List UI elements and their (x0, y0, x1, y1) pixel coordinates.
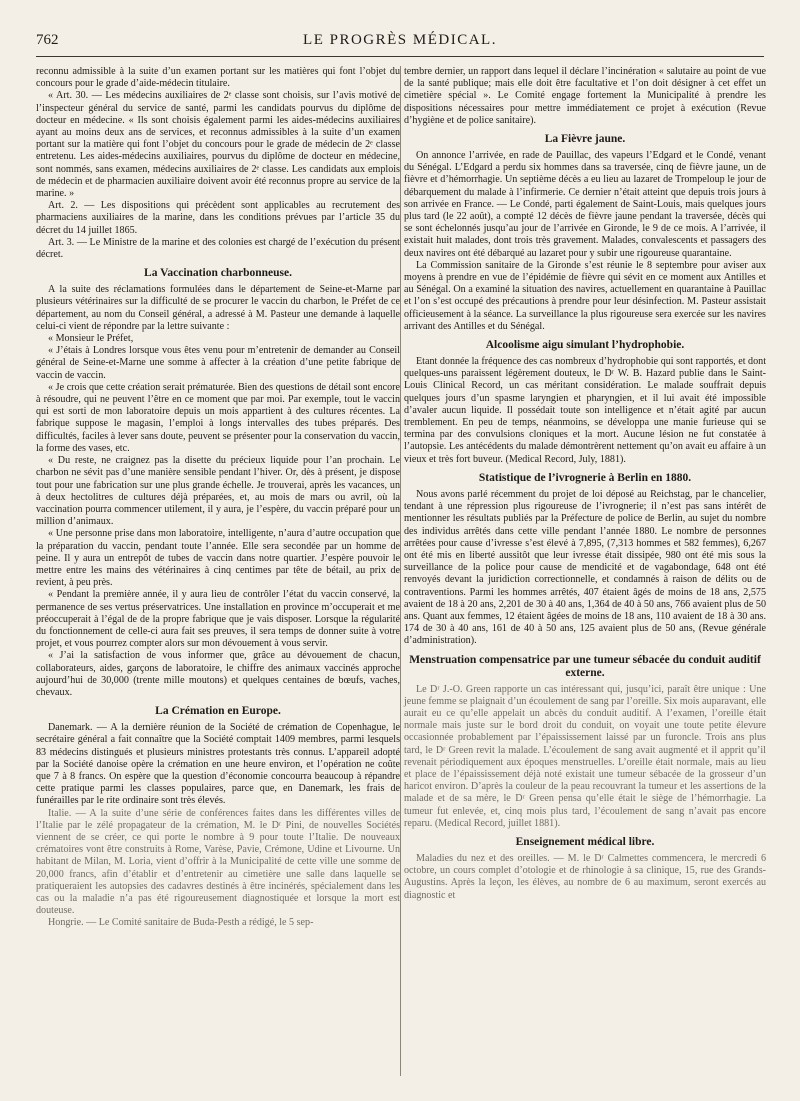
section-heading-fievre-jaune: La Fièvre jaune. (544, 133, 626, 146)
paragraph: « Monsieur le Préfet, (48, 333, 134, 345)
left-column (36, 66, 400, 930)
journal-title: LE PROGRÈS MÉDICAL. (303, 32, 497, 48)
paragraph: Hongrie. — Le Comité sanitaire de Buda-Pesth a rédigé, le 5 sep- (48, 917, 314, 929)
section-heading-alcoolisme: Alcoolisme aigu simulant l’hydrophobie. (485, 339, 685, 352)
paragraph: « Pendant la première année, il y aura lieu de contrôler l’état du vaccin conservé, la permanence de ses vertus préservatrices. Une installation en province m’occuperait et me préoccuperait à l’égal de de la propre fabrique que je vais disposer. Lorsque la régularité du fonctionnement de celle-ci aura fait ses preuves, il sera temps de donner suite à votre projet, et vous pourrez compter alors sur mon dévouement à vous servir. (36, 589, 400, 650)
paragraph: La Commission sanitaire de la Gironde s’est réunie le 8 septembre pour aviser aux moyens à prendre en vue de l’épidémie de fièvre qui sévit en ce moment aux Antilles et au Sénégal. On a examiné la situation des navires, actuellement en quarantaine à Pauillac et l’on s’est occupé des précautions à prendre pour leur désinfection. M. Pasteur assistait officieusement à la séance. La surveillance la plus rigoureuse sera exercée sur les navires arrivant des Antilles et du Sénégal. (404, 259, 766, 332)
paragraph: Maladies du nez et des oreilles. — M. le Dʳ Calmettes commencera, le mercredi 6 octobre, un cours complet d’otologie et de rhinologie à sa clinique, 15, rue des Grands-Augustins. Après la leçon, les élèves, au nombre de 6 au maximum, seront exercés au diagnostic et (404, 852, 766, 901)
paragraph: Danemark. — A la dernière réunion de la Société de crémation de Copenhague, le secrétaire général a fait connaître que la Société comptait 1409 membres, parmi lesquels 83 médecins distingués et plusieurs ministres protestants très connus. L’appareil adopté par la Société danoise opère la crémation en une heure environ, et l’opération ne coûte que 7 à 8 francs. On espère que la question d’économie concourra beaucoup à répandre cette pratique parmi les classes populaires, parce que, en Danemark, les frais de funérailles par le rite ordinaire sont très élevés. (36, 722, 400, 807)
section-heading-cremation: La Crémation en Europe. (155, 705, 281, 718)
paragraph: Art. 2. — Les dispositions qui précèdent sont applicables au recrutement des pharmaciens auxiliaires de la marine, dans les conditions prévues par l’article 35 du décret du 14 juillet 1865. (36, 200, 400, 236)
paragraph: Etant donnée la fréquence des cas nombreux d’hydrophobie qui sont rapportés, et dont quelques-uns paraissent légèrement douteux, le Dʳ W. B. Hazard publie dans le Saint-Louis Clinical Record, un cas méritant considération. Le malade souffrait depuis quelques jours d’un spasme laryngien et pharyngien, et il lui avait été impossible d’avaler aucun liquide. Il possédait toute son intelligence et n’était agité par aucun tremblement. En peu de temps, néanmoins, se développa une manie furieuse qui se termina par des convulsions cloniques et la mort. Aucune lésion ne fut constatée à l’autopsie. Les antécédents du malade démontrèrent nettement qu’on avait eu affaire à un vieux et très fort buveur. (Medical Record, July, 1881). (404, 356, 766, 465)
paragraph: Art. 3. — Le Ministre de la marine et des colonies est chargé de l’exécution du présent décret. (36, 236, 400, 261)
paragraph: « Art. 30. — Les médecins auxiliaires de 2ᵉ classe sont choisis, sur l’avis motivé de l’inspecteur général du service de santé, parmi les candidats pourvus du diplôme de docteur en médecine. « Ils sont choisis également parmi les aides-médecins auxiliaires ayant au moins deux ans de services, et reconnus admissibles à la suite d’un examen portant sur la matière qui font l’objet du concours pour le grade de médecin de 2ᵉ classe entretenu. Les aides-médecins auxiliaires, pourvus du diplôme de docteur en médecine, sont nommés, sans examen, médecins auxiliaires de 2ᵉ classe. Les candidats aux emplois de médecin et de pharmacien auxiliaire doivent avoir été reconnus propre au service de la marine. » (36, 90, 400, 200)
paragraph: Le Dʳ J.-O. Green rapporte un cas intéressant qui, jusqu’ici, paraît être unique : Une jeune femme se plaignait d’un écoulement de sang par l’oreille. Six mois auparavant, elle aurait eu ce qu’elle appelait un abcès du conduit auditif. A l’examen, l’oreille était normale mais juste sur le bord droit du conduit, on voyait une toute petite élevure occasionnée probablement par l’épaississement laissé par un furoncle. Trois ans plus tard, le Dʳ Green revit la malade. L’écoulement de sang avait augmenté et il apprit qu’il revenait périodiquement aux époques menstruelles. L’oreille était normale, mais au lieu et place de l’épaississement déjà noté existait une tumeur sébacée de la grosseur d’un haricot environ. D’après la couleur de la peau recouvrant la tumeur et les assertions de la malade et de sa mère, le Dʳ Green pensa qu’elle était le siège de l’hémorrhagie. La tumeur fut enlevée, et, cinq mois plus tard, l’écoulement de sang n’avait pas encore reparu. (Medical Record, juillet 1881). (404, 683, 766, 829)
paragraph: On annonce l’arrivée, en rade de Pauillac, des vapeurs l’Edgard et le Condé, venant du Sénégal. L’Edgard a perdu six hommes dans sa traversée, cinq de fièvre jaune, un de fièvre et d’hémorrhagie. Un septième décès a eu lieu au lazaret de Trompeloup le jour de débarquement du malade à l’infirmerie. Ce dernier n’était atteint que depuis trois jours à son arrivée en France. — Le Condé, parti également de Saint-Louis, mais quelques jours plus tard (le 22 août), a compté 12 décès de fièvre jaune pendant la traversée, décès qui se sont échelonnés jusqu’au jour de l’arrivée en Gironde, le 9 de ce mois. A l’arrivée, il existait huit malades, dont trois très gravement. Malades, convalescents et passagers des deux navires ont été débarqué au lazaret pour y subir une rigoureuse quarantaine. (404, 150, 766, 259)
paragraph: « Je crois que cette création serait prématurée. Bien des questions de détail sont encore à résoudre, qui ne peuvent l’être en ce moment que par moi. Par exemple, tout le vaccin qui est sorti de mon laboratoire depuis un mois appartient à des cultures récentes. La fabrique suppose le magasin, l’emploi à longs intervalles des tubes préparés. Des difficultés, faciles à lever sans doute, peuvent se présenter pour la conservation du vaccin, la forme des vases, etc. (36, 381, 400, 454)
paragraph: reconnu admissible à la suite d’un examen portant sur les matières qui font l’objet du concours pour le grade d’aide-médecin titulaire. (36, 66, 400, 90)
column-divider (400, 66, 401, 1076)
section-heading-vaccination: La Vaccination charbonneuse. (144, 267, 292, 280)
paragraph: « Du reste, ne craignez pas la disette du précieux liquide pour l’an prochain. Le charbon ne sévit pas d’une manière sensible pendant l’hiver. Or, dès à présent, je dispose tout pour une fabrication sur une plus grande échelle. Je trouverai, après les vacances, un à deux hectolitres de cultures déjà préparées, et, au mois de mars ou avril, où la vaccination pourra commencer utilement, il y aura, je l’espère, du vaccin préparé pour un million d’animaux. (36, 455, 400, 528)
section-heading-menstruation: Menstruation compensatrice par une tumeur sébacée du conduit auditif externe. (409, 653, 761, 679)
paragraph: A la suite des réclamations formulées dans le département de Seine-et-Marne par plusieurs vétérinaires sur la difficulté de se procurer le vaccin du charbon, le Préfet de ce département, au nom du Conseil général, a adressé à M. Pasteur une demande à laquelle celui-ci vient de répondre par la lettre suivante : (36, 284, 400, 332)
paragraph: « Une personne prise dans mon laboratoire, intelligente, n’aura d’autre occupation que la préparation du vaccin, pendant toute l’année. Elle sera secondée par un homme de peine. Il y aura un entrepôt de tubes de vaccin dans notre quartier. J’espère pouvoir le mettre entre les mains des vétérinaires à cinq centimes par tête de bétail, au prix de revient, à peu près. (36, 528, 400, 589)
section-heading-enseignement: Enseignement médical libre. (515, 835, 655, 848)
page-header (36, 28, 764, 57)
paragraph: « J’ai la satisfaction de vous informer que, grâce au dévouement de chacun, collaborateurs, aides, garçons de laboratoire, le chiffre des animaux vaccinés approche aujourd’hui de 30,000 (trente mille moutons) et quelques centaines de bœufs, vaches, chevaux. (36, 650, 400, 698)
right-column (404, 66, 766, 902)
section-heading-ivrognerie: Statistique de l’ivrognerie à Berlin en 1880. (478, 471, 692, 484)
paragraph: Nous avons parlé récemment du projet de loi déposé au Reichstag, par le chancelier, tendant à une répression plus rigoureuse de l’ivrognerie; il n’est pas sans intérêt de mentionner les résultats publiés par la Préfecture de police de Berlin, au sujet du nombre des individus arrêtés dans cette ville pendant l’année 1880. Le nombre de personnes arrêtées pour cause d’ivresse s’est élevé à 7,895, (7,313 hommes et 582 femmes), 6,267 ont été mis en liberté aussitôt que leur ivresse était dissipée, 980 ont été mis sous la surveillance de la police pour cause de mendicité et de vagabondage, 648 ont été renvoyés devant la juridiction correctionnelle, et condamnés à raison de délits ou de contraventions. Parmi les hommes arrêtés, 407 étaient âgés de moins de 18 ans, 2,575 avaient de 18 à 20 ans, 2,201 de 30 à 40 ans, 1,364 de 40 à 50 ans, 766 avaient plus de 50 ans. Quant aux femmes, 12 étaient âgées de moins de 18 ans, 110 avaient de 18 à 30 ans. 174 de 30 à 40 ans, 161 de 40 à 50 ans, 125 avaient plus de 50 ans, (Revue générale d’administration). (404, 488, 766, 647)
paragraph: « J’étais à Londres lorsque vous êtes venu pour m’entretenir de demander au Conseil général de Seine-et-Marne une somme à affecter à la création d’une petite fabrique de vaccin de vaccin. (36, 345, 400, 381)
page-number: 762 (36, 32, 59, 48)
paragraph: tembre dernier, un rapport dans lequel il déclare l’incinération « salutaire au point de vue de la santé publique; mais elle doit être facultative et l’on doit désigner à cet effet un cimetière spécial ». Le Comité engage fortement la Municipalité à prendre les dispositions nécessaires pour mettre immédiatement ce projet à exécution (Revue d’hygiène et de police sanitaire). (404, 66, 766, 126)
paragraph: Italie. — A la suite d’une série de conférences faites dans les différentes villes de l’Italie par le zélé propagateur de la crémation, M. le Dʳ Pini, de nouvelles Sociétés viennent de se créer, ce qui porte le nombre à 9 pour toute l’Italie. De nouveaux crématoires vont être construits à Rome, Varèse, Pavie, Crémone, Udine et Livourne. Un habitant de Milan, M. Loria, vient d’offrir à la Municipalité de cette ville une somme de 20,000 francs, afin d’établir et d’entretenir au cimetière une salle dans laquelle se pratiqueraient les autopsies des cadavres destinés à être incinérés, spécialement dans les cas ou la maladie n’a pas été rigoureusement diagnostiquée et lorsque la mort est douteuse. (36, 807, 400, 917)
